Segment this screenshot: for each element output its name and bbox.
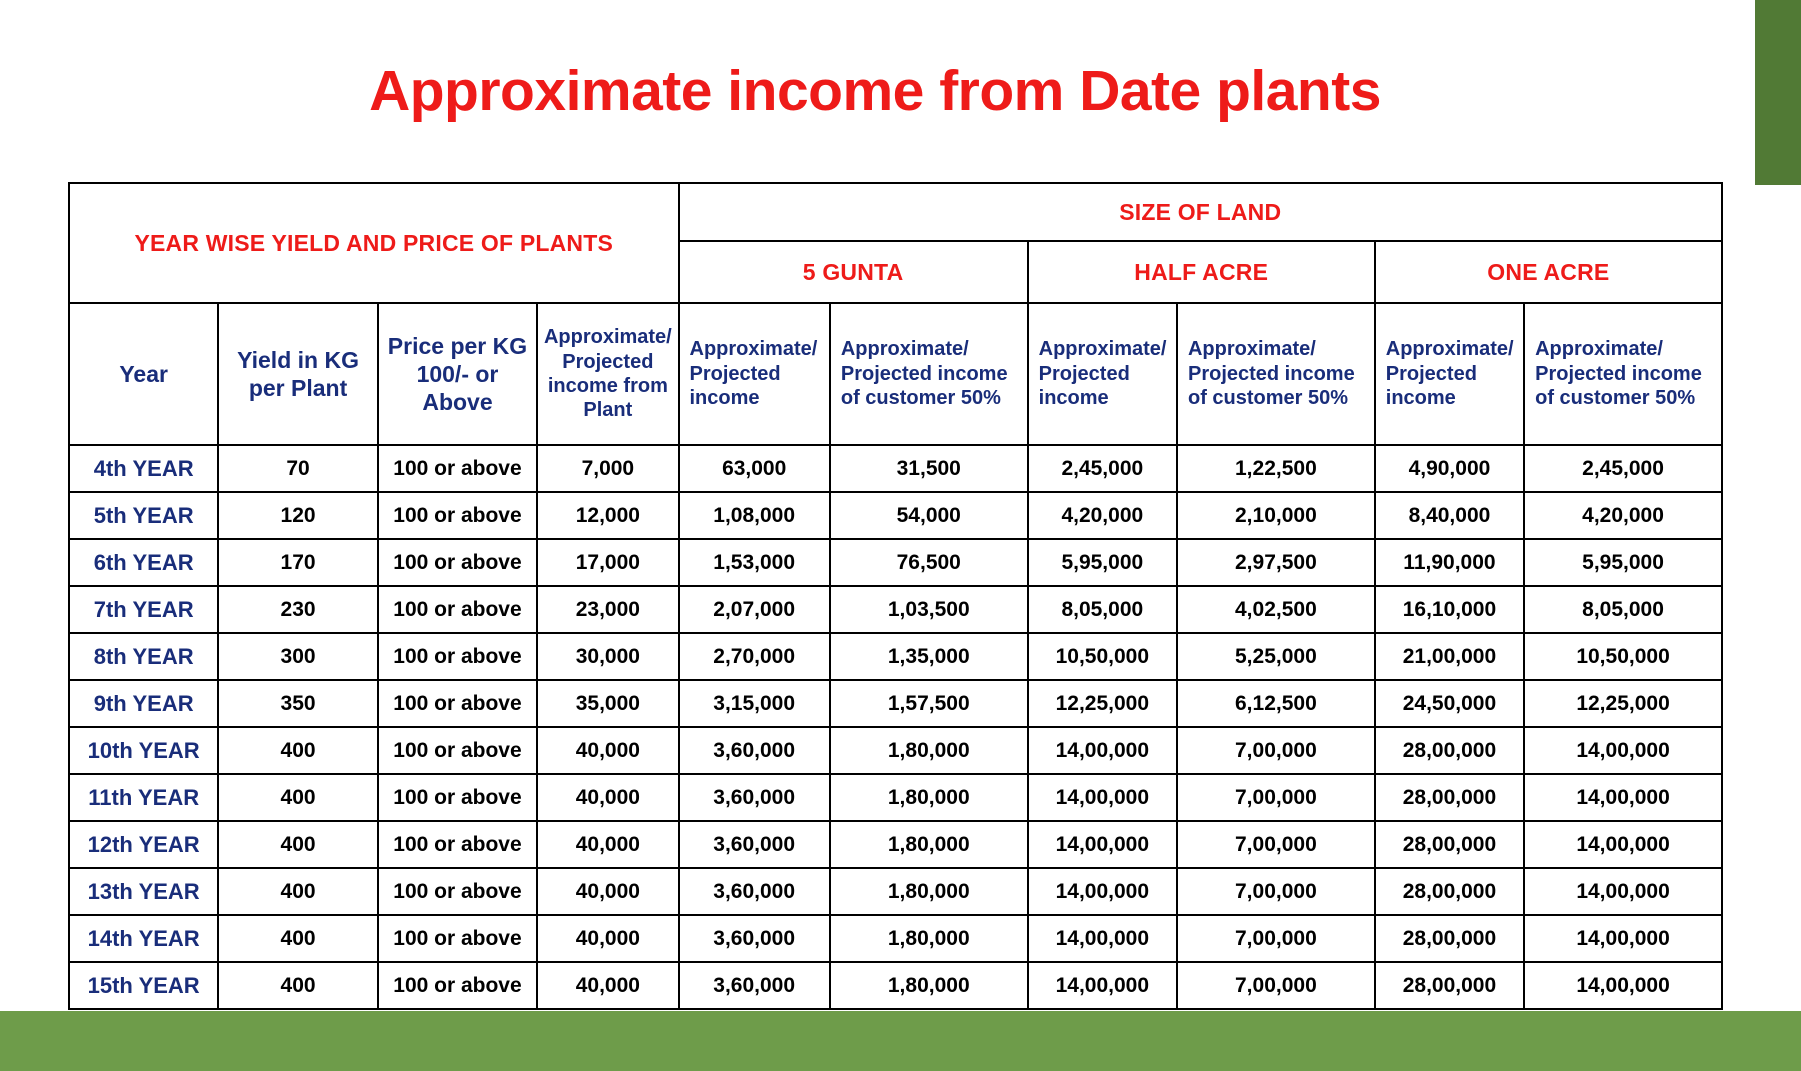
cell-value: 5,95,000 — [1524, 539, 1722, 586]
cell-value: 1,03,500 — [830, 586, 1028, 633]
cell-value: 3,15,000 — [679, 680, 830, 727]
cell-value: 3,60,000 — [679, 962, 830, 1009]
cell-value: 40,000 — [537, 774, 678, 821]
cell-value: 1,35,000 — [830, 633, 1028, 680]
income-table — [68, 182, 1723, 1010]
cell-value: 14,00,000 — [1524, 868, 1722, 915]
cell-price-per-kg: 100 or above — [378, 868, 537, 915]
cell-value: 3,60,000 — [679, 821, 830, 868]
cell-value: 7,00,000 — [1177, 774, 1375, 821]
cell-value: 4,20,000 — [1028, 492, 1177, 539]
cell-price-per-kg: 100 or above — [378, 586, 537, 633]
cell-value: 400 — [218, 774, 377, 821]
cell-value: 1,80,000 — [830, 868, 1028, 915]
cell-value: 40,000 — [537, 868, 678, 915]
cell-value: 4,20,000 — [1524, 492, 1722, 539]
cell-value: 14,00,000 — [1028, 868, 1177, 915]
cell-value: 23,000 — [537, 586, 678, 633]
cell-year: 12th YEAR — [69, 821, 218, 868]
cell-value: 10,50,000 — [1524, 633, 1722, 680]
cell-price-per-kg: 100 or above — [378, 727, 537, 774]
cell-value: 14,00,000 — [1028, 915, 1177, 962]
cell-value: 400 — [218, 962, 377, 1009]
cell-value: 14,00,000 — [1028, 821, 1177, 868]
cell-value: 30,000 — [537, 633, 678, 680]
table-row — [69, 868, 1722, 915]
cell-value: 8,05,000 — [1028, 586, 1177, 633]
cell-value: 76,500 — [830, 539, 1028, 586]
cell-value: 40,000 — [537, 962, 678, 1009]
cell-price-per-kg: 100 or above — [378, 539, 537, 586]
cell-value: 54,000 — [830, 492, 1028, 539]
table-header-row-group — [69, 183, 1722, 241]
cell-value: 7,00,000 — [1177, 868, 1375, 915]
cell-year: 5th YEAR — [69, 492, 218, 539]
cell-value: 14,00,000 — [1028, 727, 1177, 774]
cell-value: 400 — [218, 821, 377, 868]
cell-value: 1,57,500 — [830, 680, 1028, 727]
cell-value: 7,000 — [537, 445, 678, 492]
table-row — [69, 633, 1722, 680]
column-header-income-from-plant: Approximate/ Projected income from Plant — [537, 303, 678, 445]
cell-value: 300 — [218, 633, 377, 680]
cell-value: 1,08,000 — [679, 492, 830, 539]
cell-value: 14,00,000 — [1028, 962, 1177, 1009]
table-row — [69, 774, 1722, 821]
cell-value: 28,00,000 — [1375, 915, 1524, 962]
cell-value: 12,25,000 — [1524, 680, 1722, 727]
cell-value: 2,97,500 — [1177, 539, 1375, 586]
column-header-year: Year — [69, 303, 218, 445]
cell-value: 350 — [218, 680, 377, 727]
column-header-halfacre-customer-50: Approximate/ Projected income of customer 50% — [1177, 303, 1375, 445]
cell-value: 40,000 — [537, 727, 678, 774]
cell-value: 1,80,000 — [830, 821, 1028, 868]
cell-value: 14,00,000 — [1524, 915, 1722, 962]
cell-year: 14th YEAR — [69, 915, 218, 962]
cell-value: 14,00,000 — [1524, 821, 1722, 868]
cell-value: 5,25,000 — [1177, 633, 1375, 680]
cell-price-per-kg: 100 or above — [378, 633, 537, 680]
cell-value: 4,02,500 — [1177, 586, 1375, 633]
cell-price-per-kg: 100 or above — [378, 821, 537, 868]
table-row — [69, 539, 1722, 586]
cell-year: 13th YEAR — [69, 868, 218, 915]
cell-value: 1,22,500 — [1177, 445, 1375, 492]
table-row — [69, 821, 1722, 868]
cell-value: 230 — [218, 586, 377, 633]
header-year-wise-yield-price: YEAR WISE YIELD AND PRICE OF PLANTS — [69, 183, 679, 303]
cell-value: 40,000 — [537, 821, 678, 868]
table-row — [69, 492, 1722, 539]
decorative-green-bar — [0, 1011, 1801, 1071]
header-land-one-acre: ONE ACRE — [1375, 241, 1722, 303]
column-header-yield-per-plant: Yield in KG per Plant — [218, 303, 377, 445]
table-header-row-columns — [69, 303, 1722, 445]
cell-price-per-kg: 100 or above — [378, 774, 537, 821]
cell-year: 6th YEAR — [69, 539, 218, 586]
cell-value: 40,000 — [537, 915, 678, 962]
cell-value: 5,95,000 — [1028, 539, 1177, 586]
cell-value: 2,10,000 — [1177, 492, 1375, 539]
cell-year: 11th YEAR — [69, 774, 218, 821]
cell-value: 21,00,000 — [1375, 633, 1524, 680]
cell-value: 14,00,000 — [1524, 774, 1722, 821]
cell-price-per-kg: 100 or above — [378, 962, 537, 1009]
cell-value: 8,40,000 — [1375, 492, 1524, 539]
cell-value: 16,10,000 — [1375, 586, 1524, 633]
cell-value: 28,00,000 — [1375, 774, 1524, 821]
cell-year: 9th YEAR — [69, 680, 218, 727]
cell-value: 63,000 — [679, 445, 830, 492]
cell-price-per-kg: 100 or above — [378, 680, 537, 727]
cell-value: 3,60,000 — [679, 868, 830, 915]
table-row — [69, 680, 1722, 727]
cell-year: 4th YEAR — [69, 445, 218, 492]
cell-value: 170 — [218, 539, 377, 586]
table-row — [69, 445, 1722, 492]
cell-year: 15th YEAR — [69, 962, 218, 1009]
page-title: Approximate income from Date plants — [369, 59, 1381, 123]
cell-value: 14,00,000 — [1524, 727, 1722, 774]
cell-value: 4,90,000 — [1375, 445, 1524, 492]
cell-value: 8,05,000 — [1524, 586, 1722, 633]
cell-value: 7,00,000 — [1177, 821, 1375, 868]
cell-year: 8th YEAR — [69, 633, 218, 680]
table-body — [69, 445, 1722, 1009]
cell-price-per-kg: 100 or above — [378, 915, 537, 962]
cell-value: 11,90,000 — [1375, 539, 1524, 586]
cell-value: 400 — [218, 727, 377, 774]
cell-value: 2,45,000 — [1524, 445, 1722, 492]
column-header-oneacre-income: Approximate/ Projected income — [1375, 303, 1524, 445]
cell-value: 70 — [218, 445, 377, 492]
column-header-halfacre-income: Approximate/ Projected income — [1028, 303, 1177, 445]
cell-value: 3,60,000 — [679, 915, 830, 962]
cell-year: 7th YEAR — [69, 586, 218, 633]
table-row — [69, 915, 1722, 962]
cell-value: 3,60,000 — [679, 774, 830, 821]
cell-value: 35,000 — [537, 680, 678, 727]
cell-value: 10,50,000 — [1028, 633, 1177, 680]
cell-value: 24,50,000 — [1375, 680, 1524, 727]
cell-value: 31,500 — [830, 445, 1028, 492]
cell-value: 14,00,000 — [1028, 774, 1177, 821]
cell-value: 14,00,000 — [1524, 962, 1722, 1009]
cell-value: 7,00,000 — [1177, 727, 1375, 774]
cell-value: 6,12,500 — [1177, 680, 1375, 727]
cell-value: 28,00,000 — [1375, 727, 1524, 774]
cell-price-per-kg: 100 or above — [378, 492, 537, 539]
cell-value: 7,00,000 — [1177, 962, 1375, 1009]
cell-value: 400 — [218, 868, 377, 915]
decorative-green-block — [1755, 0, 1801, 185]
cell-value: 3,60,000 — [679, 727, 830, 774]
cell-value: 17,000 — [537, 539, 678, 586]
header-land-half-acre: HALF ACRE — [1028, 241, 1375, 303]
cell-value: 12,25,000 — [1028, 680, 1177, 727]
table-row — [69, 727, 1722, 774]
cell-value: 28,00,000 — [1375, 962, 1524, 1009]
cell-value: 2,07,000 — [679, 586, 830, 633]
cell-value: 7,00,000 — [1177, 915, 1375, 962]
column-header-5gunta-income: Approximate/ Projected income — [679, 303, 830, 445]
column-header-oneacre-customer-50: Approximate/ Projected income of customer 50% — [1524, 303, 1722, 445]
cell-value: 120 — [218, 492, 377, 539]
column-header-5gunta-customer-50: Approximate/ Projected income of customer 50% — [830, 303, 1028, 445]
cell-year: 10th YEAR — [69, 727, 218, 774]
cell-value: 2,45,000 — [1028, 445, 1177, 492]
cell-value: 1,80,000 — [830, 915, 1028, 962]
cell-value: 1,80,000 — [830, 774, 1028, 821]
cell-value: 1,53,000 — [679, 539, 830, 586]
cell-value: 1,80,000 — [830, 727, 1028, 774]
cell-value: 2,70,000 — [679, 633, 830, 680]
cell-value: 12,000 — [537, 492, 678, 539]
cell-value: 28,00,000 — [1375, 868, 1524, 915]
header-size-of-land: SIZE OF LAND — [679, 183, 1723, 241]
cell-price-per-kg: 100 or above — [378, 445, 537, 492]
income-table-container — [68, 182, 1723, 1010]
table-row — [69, 586, 1722, 633]
header-land-5-gunta: 5 GUNTA — [679, 241, 1028, 303]
cell-value: 400 — [218, 915, 377, 962]
column-header-price-per-kg: Price per KG 100/- or Above — [378, 303, 537, 445]
cell-value: 1,80,000 — [830, 962, 1028, 1009]
table-row — [69, 962, 1722, 1009]
cell-value: 28,00,000 — [1375, 821, 1524, 868]
